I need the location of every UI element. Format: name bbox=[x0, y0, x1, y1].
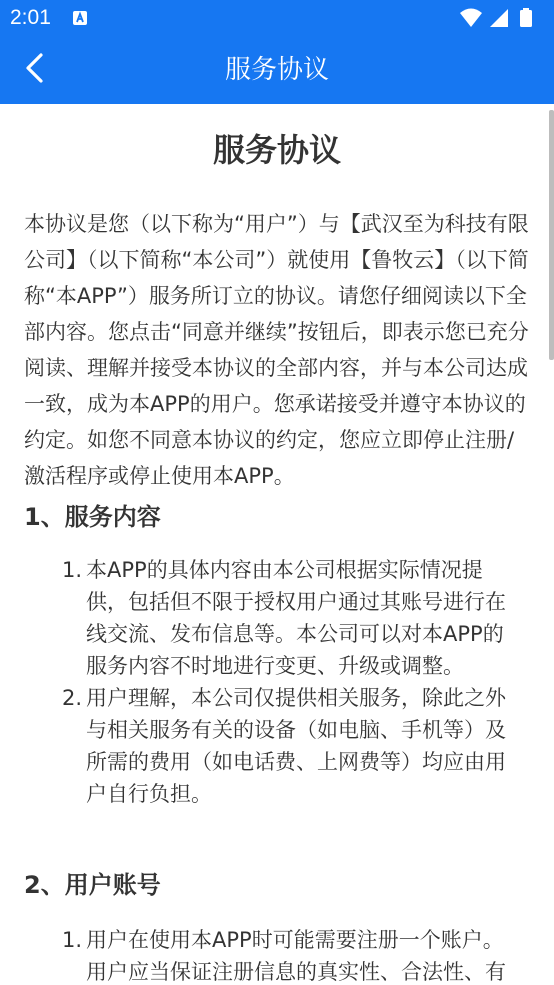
list-item-number: 1. bbox=[62, 558, 83, 582]
status-time: 2:01 bbox=[10, 6, 51, 29]
section-heading-service-content: 1、服务内容 bbox=[24, 503, 161, 531]
document-title: 服务协议 bbox=[212, 131, 341, 169]
list-item-text: 本APP的具体内容由本公司根据实际情况提供，包括但不限于授权用户通过其账号进行在线交流、发布信息等。本公司可以对本APP的服务内容不时地进行变更、升级或调整。 bbox=[86, 558, 506, 678]
status-icons bbox=[458, 7, 544, 29]
app-bar bbox=[0, 36, 554, 104]
page-title: 服务协议 bbox=[224, 55, 329, 85]
battery-icon bbox=[520, 8, 532, 27]
list-item bbox=[62, 924, 522, 985]
list-item-number: 1. bbox=[62, 928, 83, 952]
service-content-list bbox=[62, 554, 522, 810]
status-bar bbox=[0, 0, 554, 36]
wifi-icon bbox=[460, 9, 482, 28]
list-item-text: 用户在使用本APP时可能需要注册一个账户。用户应当保证注册信息的真实性、合法性、有 bbox=[86, 928, 506, 984]
list-item-number: 2. bbox=[62, 686, 83, 710]
user-account-list bbox=[62, 924, 522, 985]
signal-icon bbox=[490, 9, 508, 27]
a-box-icon bbox=[72, 10, 88, 26]
agreement-content[interactable] bbox=[0, 104, 554, 985]
section-heading-user-account: 2、用户账号 bbox=[24, 871, 161, 899]
list-item-text: 用户理解，本公司仅提供相关服务，除此之外与相关服务有关的设备（如电脑、手机等）及所需的费用（如电话费、上网费等）均应由用户自行负担。 bbox=[86, 686, 506, 806]
intro-paragraph: 本协议是您（以下称为“用户”）与【武汉至为科技有限公司】（以下简称“本公司”）就使用【鲁牧云】（以下简称“本APP”）服务所订立的协议。请您仔细阅读以下全部内容。您点击“同意并继续”按钮后，即表示您已充分阅读、理解并接受本协议的全部内容，并与本公司达成一致，成为本APP的用户。您承诺接受并遵守本协议的约定。如您不同意本协议的约定，您应立即停止注册/激活程序或停止使用本APP。 bbox=[24, 212, 529, 488]
list-item bbox=[62, 554, 522, 682]
list-item bbox=[62, 682, 522, 810]
